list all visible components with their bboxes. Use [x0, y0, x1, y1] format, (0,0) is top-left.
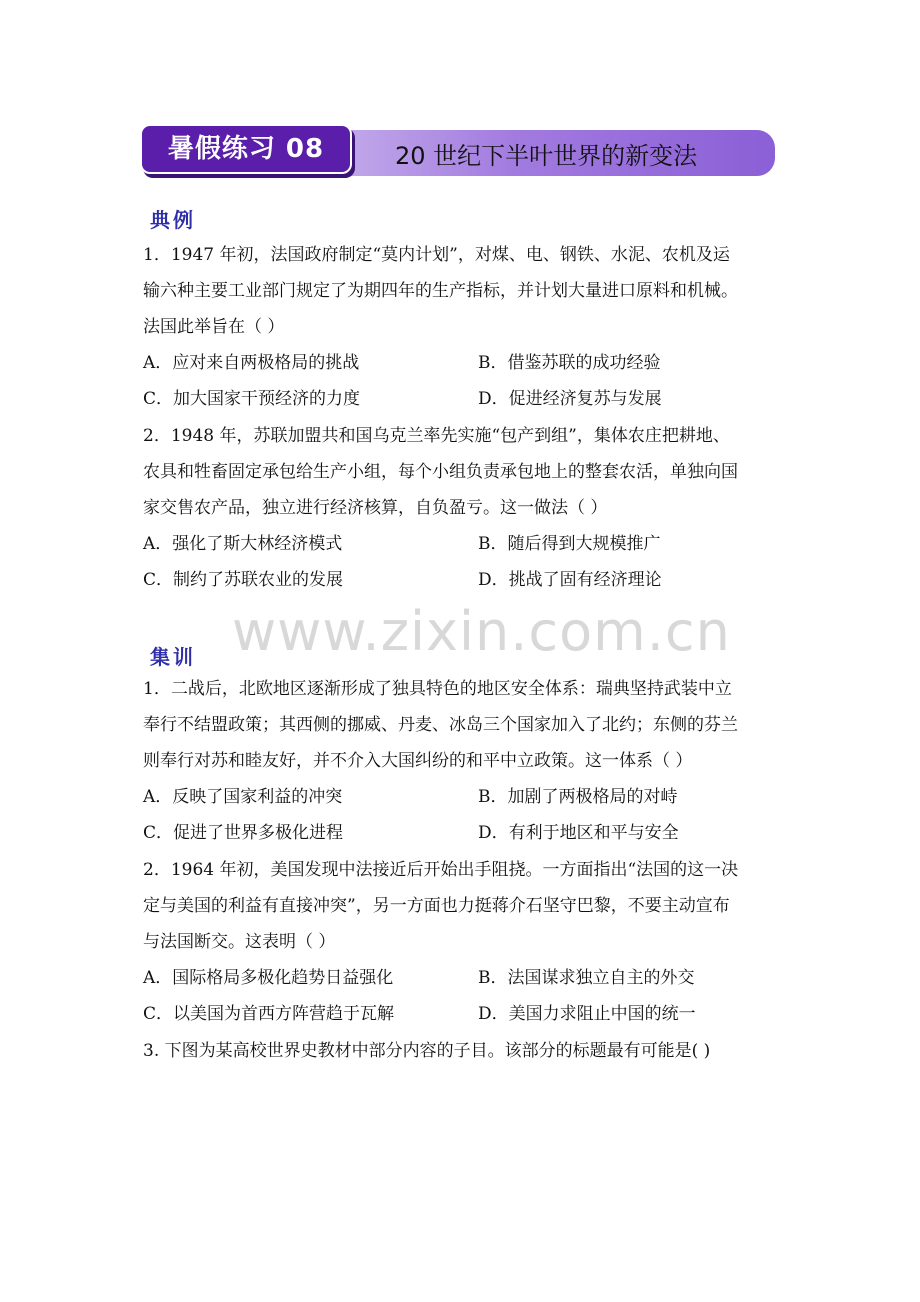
- example-q2-option-a: A．强化了斯大林经济模式: [143, 534, 343, 554]
- header-title: 20 世纪下半叶世界的新变法: [395, 142, 698, 170]
- example-q1-option-a: A．应对来自两极格局的挑战: [143, 353, 360, 373]
- training-q1-option-d: D．有利于地区和平与安全: [478, 823, 679, 843]
- header-badge: 暑假练习 08: [140, 124, 352, 174]
- example-q1-line-3: 法国此举旨在（ ）: [143, 317, 285, 337]
- example-q2-option-b: B．随后得到大规模推广: [478, 534, 661, 554]
- training-q3-line-1: 3. 下图为某高校世界史教材中部分内容的子目。该部分的标题最有可能是( ): [143, 1041, 711, 1061]
- training-q2-option-b: B．法国谋求独立自主的外交: [478, 968, 695, 988]
- example-q1-option-d: D．促进经济复苏与发展: [478, 389, 662, 409]
- training-q1-option-c: C．促进了世界多极化进程: [143, 823, 344, 843]
- page-header: [140, 124, 780, 178]
- training-q1-line-1: 1．二战后，北欧地区逐渐形成了独具特色的地区安全体系：瑞典坚持武装中立: [143, 679, 732, 699]
- example-q2-line-2: 农具和牲畜固定承包给生产小组，每个小组负责承包地上的整套农活，单独向国: [143, 462, 738, 482]
- training-q1-option-b: B．加剧了两极格局的对峙: [478, 787, 678, 807]
- example-q1-option-b: B．借鉴苏联的成功经验: [478, 353, 661, 373]
- training-q2-option-d: D．美国力求阻止中国的统一: [478, 1004, 696, 1024]
- training-q1-line-2: 奉行不结盟政策；其西侧的挪威、丹麦、冰岛三个国家加入了北约；东侧的芬兰: [143, 715, 738, 735]
- example-q1-line-1: 1．1947 年初，法国政府制定“莫内计划”，对煤、电、钢铁、水泥、农机及运: [143, 245, 730, 265]
- example-q2-line-3: 家交售农产品，独立进行经济核算，自负盈亏。这一做法（ ）: [143, 498, 608, 518]
- section-title-example: 典例: [150, 208, 196, 232]
- training-q2-option-a: A．国际格局多极化趋势日益强化: [143, 968, 394, 988]
- training-q2-line-2: 定与美国的利益有直接冲突”，另一方面也力挺蒋介石坚守巴黎，不要主动宣布: [143, 896, 730, 916]
- example-q2-option-d: D．挑战了固有经济理论: [478, 570, 662, 590]
- training-q1-option-a: A．反映了国家利益的冲突: [143, 787, 343, 807]
- example-q2-option-c: C．制约了苏联农业的发展: [143, 570, 344, 590]
- training-q2-line-3: 与法国断交。这表明（ ）: [143, 932, 336, 952]
- watermark: www.zixin.com.cn: [232, 600, 731, 663]
- example-q2-line-1: 2．1948 年，苏联加盟共和国乌克兰率先实施“包产到组”，集体农庄把耕地、: [143, 426, 730, 446]
- training-q2-line-1: 2．1964 年初，美国发现中法接近后开始出手阻挠。一方面指出“法国的这一决: [143, 860, 739, 880]
- section-title-training: 集训: [150, 645, 196, 669]
- example-q1-line-2: 输六种主要工业部门规定了为期四年的生产指标，并计划大量进口原料和机械。: [143, 281, 738, 301]
- example-q1-option-c: C．加大国家干预经济的力度: [143, 389, 361, 409]
- training-q2-option-c: C．以美国为首西方阵营趋于瓦解: [143, 1004, 395, 1024]
- training-q1-line-3: 则奉行对苏和睦友好，并不介入大国纠纷的和平中立政策。这一体系（ ）: [143, 751, 693, 771]
